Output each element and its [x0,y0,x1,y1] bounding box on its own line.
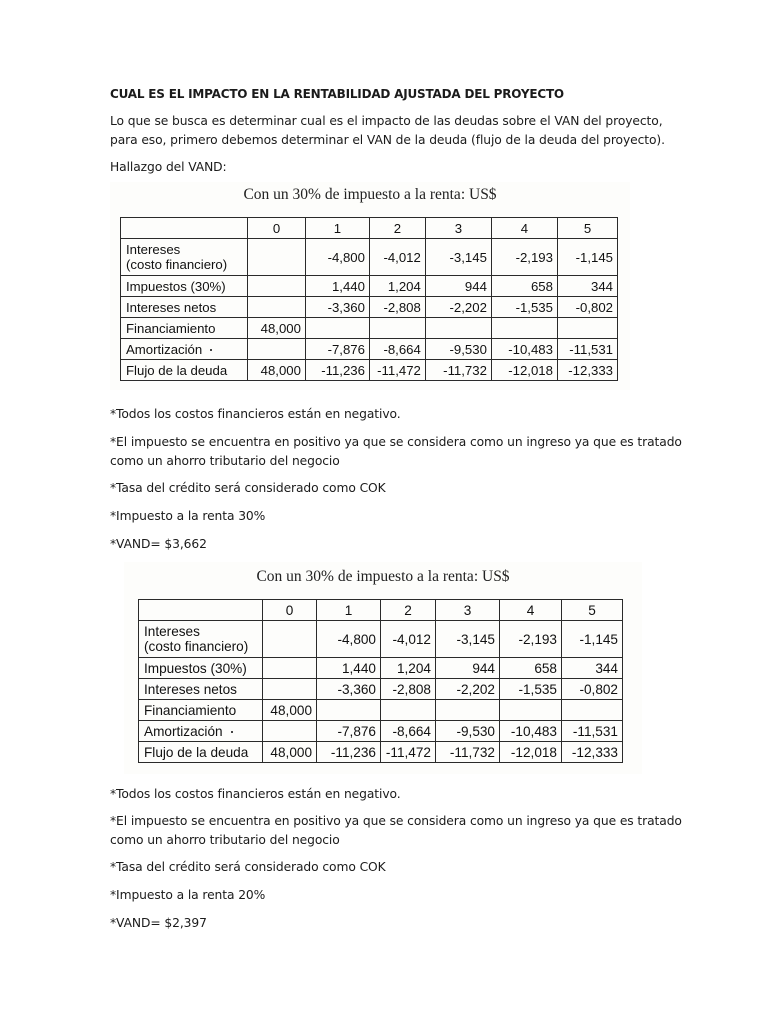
table-cell: -2,808 [369,297,425,318]
row-label: Financiamiento [121,318,248,339]
table-cell: -3,360 [305,297,369,318]
table-cell: -1,145 [557,239,617,276]
table-cell: -11,472 [381,742,436,763]
note-line: como un ahorro tributario del negocio [110,454,340,468]
row-label: Impuestos (30%) [139,658,263,679]
table-cell: -12,333 [557,360,617,381]
table-cell: -4,012 [381,621,436,658]
note-line: *El impuesto se encuentra en positivo ya que se considera como un ingreso ya que es tratado [110,814,682,828]
table-cell [248,239,306,276]
note-line: *Impuesto a la renta 20% [110,888,266,902]
table-cell: 658 [491,276,557,297]
table-cell [369,318,425,339]
note-line: *Todos los costos financieros están en negativo. [110,787,401,801]
table-cell: -2,193 [491,239,557,276]
table-cell [500,700,562,721]
header-cell: 3 [425,218,491,239]
table-cell: -2,808 [381,679,436,700]
table-cell [381,700,436,721]
table-row [139,742,623,763]
table-cell: 658 [500,658,562,679]
row-label: Intereses netos [121,297,248,318]
table-title: Con un 30% de impuesto a la renta: US$ [243,186,497,203]
table-cell: -11,472 [369,360,425,381]
table-cell [425,318,491,339]
table-cell: -3,145 [425,239,491,276]
table-cell: 344 [557,276,617,297]
vand-result: *VAND= $2,397 [110,916,207,930]
table-cell: -4,012 [369,239,425,276]
table-title: Con un 30% de impuesto a la renta: US$ [256,568,510,585]
table-cell: -9,530 [425,339,491,360]
table-cell: -9,530 [436,721,500,742]
table-cell: -12,018 [491,360,557,381]
section-heading: CUAL ES EL IMPACTO EN LA RENTABILIDAD AJUSTADA DEL PROYECTO [110,87,564,101]
row-label: Flujo de la deuda [139,742,263,763]
table-cell [562,700,623,721]
table-cell: 48,000 [248,318,306,339]
table-row [139,679,623,700]
table-cell: 944 [425,276,491,297]
table-row [139,700,623,721]
header-cell: 2 [381,600,436,621]
debt-flow-table [138,599,623,763]
header-cell: 0 [248,218,306,239]
note-line: *Impuesto a la renta 30% [110,509,266,523]
row-label: Amortización [139,721,263,742]
table-cell: -2,202 [425,297,491,318]
table-row [121,239,618,276]
header-cell: 3 [436,600,500,621]
table-cell: 48,000 [263,742,317,763]
table-cell: -2,193 [500,621,562,658]
table-cell: 48,000 [248,360,306,381]
table-header-row [121,218,618,239]
row-label: Intereses netos [139,679,263,700]
table-cell: -11,531 [557,339,617,360]
header-cell: 2 [369,218,425,239]
note-line: *Todos los costos financieros están en negativo. [110,407,401,421]
table-row [139,721,623,742]
table-cell: -3,145 [436,621,500,658]
table-row [121,297,618,318]
table-cell: -1,535 [491,297,557,318]
table-cell: 344 [562,658,623,679]
header-cell: 5 [557,218,617,239]
table-cell: -10,483 [500,721,562,742]
table-cell: -11,531 [562,721,623,742]
debt-flow-table [120,217,618,381]
note-line: *El impuesto se encuentra en positivo ya que se considera como un ingreso ya que es tratado [110,435,682,449]
table-cell: -1,535 [500,679,562,700]
header-cell: 4 [500,600,562,621]
table-row [121,360,618,381]
table-cell [248,339,306,360]
table-cell: 1,204 [369,276,425,297]
table-cell: -12,018 [500,742,562,763]
row-label: Flujo de la deuda [121,360,248,381]
hallazgo-label: Hallazgo del VAND: [110,160,227,174]
note-line: *Tasa del crédito será considerado como COK [110,481,386,495]
table-cell: -4,800 [305,239,369,276]
table-cell [263,658,317,679]
table-cell: -0,802 [562,679,623,700]
table-cell: -1,145 [562,621,623,658]
table-row [121,276,618,297]
scanned-table-image-2 [124,562,642,774]
table-cell: -2,202 [436,679,500,700]
table-cell [248,276,306,297]
table-cell [317,700,381,721]
row-label: Intereses (costo financiero) [121,239,248,276]
table-cell: -3,360 [317,679,381,700]
header-cell [139,600,263,621]
table-header-row [139,600,623,621]
intro-line-1: Lo que se busca es determinar cual es el impacto de las deudas sobre el VAN del proyecto, [110,114,663,128]
table-cell: -11,236 [305,360,369,381]
table-cell: -11,236 [317,742,381,763]
table-cell: 1,440 [305,276,369,297]
table-cell [248,297,306,318]
table-cell: -11,732 [436,742,500,763]
row-label: Impuestos (30%) [121,276,248,297]
table-cell [263,721,317,742]
table-cell [557,318,617,339]
table-cell: -12,333 [562,742,623,763]
header-cell [121,218,248,239]
row-label: Amortización [121,339,248,360]
table-cell: -7,876 [305,339,369,360]
scanned-table-image-1 [110,182,630,390]
table-cell: -7,876 [317,721,381,742]
table-cell: -8,664 [381,721,436,742]
table-cell: 1,204 [381,658,436,679]
table-row [121,339,618,360]
header-cell: 1 [305,218,369,239]
header-cell: 0 [263,600,317,621]
row-label: Financiamiento [139,700,263,721]
table-cell [436,700,500,721]
table-cell [263,679,317,700]
header-cell: 1 [317,600,381,621]
table-cell: 1,440 [317,658,381,679]
table-cell: 48,000 [263,700,317,721]
table-cell: -10,483 [491,339,557,360]
table-row [139,658,623,679]
table-cell: -8,664 [369,339,425,360]
table-row [121,318,618,339]
table-cell [305,318,369,339]
table-cell: -11,732 [425,360,491,381]
table-cell: -4,800 [317,621,381,658]
note-line: como un ahorro tributario del negocio [110,833,340,847]
table-cell: 944 [436,658,500,679]
row-label: Intereses (costo financiero) [139,621,263,658]
table-cell: -0,802 [557,297,617,318]
table-cell [263,621,317,658]
table-cell [491,318,557,339]
intro-line-2: para eso, primero debemos determinar el VAN de la deuda (flujo de la deuda del proyecto). [110,133,665,147]
table-row [139,621,623,658]
note-line: *Tasa del crédito será considerado como COK [110,860,386,874]
header-cell: 5 [562,600,623,621]
header-cell: 4 [491,218,557,239]
vand-result: *VAND= $3,662 [110,537,207,551]
